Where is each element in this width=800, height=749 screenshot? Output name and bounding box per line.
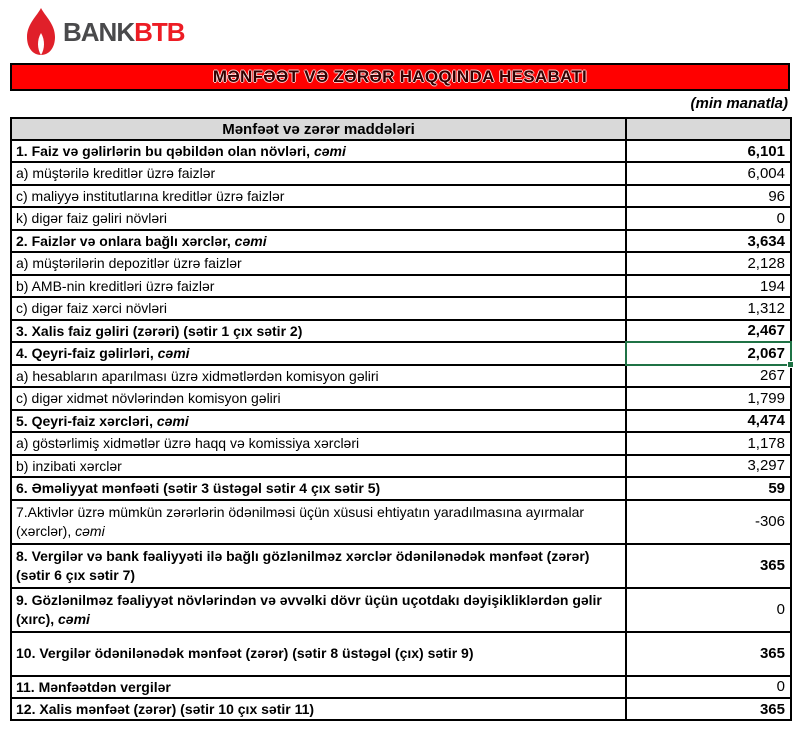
row-label-cell[interactable]: [11, 207, 626, 229]
table-row: [11, 632, 791, 676]
row-value-cell[interactable]: [626, 185, 791, 207]
row-label-cell[interactable]: [11, 455, 626, 477]
row-value: 96: [768, 187, 785, 205]
row-value-cell[interactable]: [626, 387, 791, 409]
row-label: c) maliyyə institutlarına kreditlər üzrə faizlər: [16, 187, 285, 204]
row-value-cell-selected[interactable]: [626, 342, 791, 364]
row-label: a) göstərlimiş xidmətlər üzrə haqq və komissiya xərcləri: [16, 435, 360, 452]
bank-logo: [10, 6, 790, 58]
row-label: b) AMB-nin kreditləri üzrə faizlər: [16, 277, 215, 294]
row-label: 9. Gözlənilməz fəaliyyət növlərindən və əvvəlki dövr üçün uçotdakı dəyişikliklərdən gəlir (xırc),: [16, 592, 602, 627]
row-label: 12. Xalis mənfəət (zərər) (sətir 10 çıx sətir 11): [16, 700, 315, 717]
row-value: 0: [776, 210, 785, 228]
row-value-cell[interactable]: [626, 432, 791, 454]
row-value: 2,467: [747, 322, 785, 340]
row-label-suffix: cəmi: [234, 232, 267, 249]
table-row: [11, 500, 791, 544]
row-value: 267: [759, 367, 785, 385]
row-value: 365: [759, 557, 785, 574]
row-label-cell[interactable]: [11, 676, 626, 698]
table-row: [11, 588, 791, 632]
row-label-cell[interactable]: [11, 632, 626, 676]
table-row: [11, 387, 791, 409]
pl-table-body: [11, 140, 791, 720]
row-label-cell[interactable]: [11, 387, 626, 409]
table-row: [11, 230, 791, 252]
row-label: 10. Vergilər ödənilənədək mənfəət (zərər) (sətir 8 üstəgəl (çıx) sətir 9): [16, 645, 474, 662]
row-value: 3,297: [747, 457, 785, 475]
table-row: [11, 297, 791, 319]
row-label-cell[interactable]: [11, 342, 626, 364]
row-value-cell[interactable]: [626, 544, 791, 588]
report-title-banner: [10, 63, 790, 91]
row-value-cell[interactable]: [626, 676, 791, 698]
value-column-header[interactable]: [626, 118, 791, 140]
row-label: c) digər faiz xərci növləri: [16, 300, 167, 317]
row-value-cell[interactable]: [626, 500, 791, 544]
row-label: a) hesabların aparılması üzrə xidmətlərdən komisyon gəliri: [16, 367, 379, 384]
table-row: [11, 275, 791, 297]
row-value-cell[interactable]: [626, 477, 791, 499]
items-column-header[interactable]: Mənfəət və zərər maddələri: [11, 118, 626, 140]
row-value: 6,004: [747, 165, 785, 183]
row-value-cell[interactable]: [626, 455, 791, 477]
row-label-suffix: cəmi: [156, 412, 189, 429]
row-label-cell[interactable]: [11, 410, 626, 432]
table-row: [11, 676, 791, 698]
row-label-suffix: cəmi: [58, 610, 90, 627]
row-value-cell[interactable]: [626, 632, 791, 676]
logo-text-bank: BANK: [63, 17, 135, 47]
row-label: 3. Xalis faiz gəliri (zərəri) (sətir 1 çıx sətir 2): [16, 322, 303, 339]
selection-fill-handle[interactable]: [787, 361, 794, 368]
row-value: 1,799: [747, 389, 785, 407]
table-row: [11, 698, 791, 720]
row-label-cell[interactable]: [11, 544, 626, 588]
row-value: 1,312: [747, 300, 785, 318]
report-title: MƏNFƏƏT VƏ ZƏRƏR HAQQINDA HESABATI: [212, 67, 588, 86]
table-row: [11, 162, 791, 184]
flame-icon: [24, 8, 58, 56]
table-row: [11, 455, 791, 477]
row-label: 5. Qeyri-faiz xərcləri,: [16, 412, 157, 429]
row-label: 8. Vergilər və bank fəaliyyəti ilə bağlı gözlənilməz xərclər ödənilənədək mənfəət (zərər) (sətir 6 çıx sətir 7): [16, 548, 590, 583]
row-label: b) inzibati xərclər: [16, 457, 122, 474]
row-label-cell[interactable]: [11, 698, 626, 720]
logo-text: [63, 19, 185, 45]
row-value: 2,067: [747, 344, 785, 362]
row-label-suffix: cəmi: [313, 143, 346, 159]
row-label-cell[interactable]: [11, 432, 626, 454]
row-value-cell[interactable]: [626, 410, 791, 432]
table-row: [11, 252, 791, 274]
row-value-cell[interactable]: [626, 207, 791, 229]
row-label: k) digər faiz gəliri növləri: [16, 210, 167, 227]
row-label-cell[interactable]: [11, 365, 626, 387]
row-label: 1. Faiz və gəlirlərin bu qəbildən olan növləri,: [16, 143, 314, 159]
row-value-cell[interactable]: [626, 230, 791, 252]
table-row: [11, 140, 791, 162]
logo-text-btb: BTB: [134, 17, 185, 47]
row-value: 3,634: [747, 232, 785, 250]
row-label-suffix: cəmi: [75, 522, 105, 539]
row-value: 4,474: [747, 412, 785, 430]
row-label-cell[interactable]: [11, 297, 626, 319]
row-value-cell[interactable]: [626, 588, 791, 632]
row-value: 2,128: [747, 255, 785, 273]
row-label-cell[interactable]: [11, 140, 626, 162]
row-label-cell[interactable]: [11, 252, 626, 274]
row-value: 6,101: [747, 142, 785, 160]
row-label: 6. Əməliyyat mənfəəti (sətir 3 üstəgəl sətir 4 çıx sətir 5): [16, 480, 381, 497]
table-row: [11, 185, 791, 207]
row-value-cell[interactable]: [626, 252, 791, 274]
row-label: a) müştərilə kreditlər üzrə faizlər: [16, 165, 216, 182]
row-label-cell[interactable]: [11, 230, 626, 252]
table-row: [11, 320, 791, 342]
row-label: a) müştərilərin depozitlər üzrə faizlər: [16, 255, 242, 272]
row-value: 365: [759, 700, 785, 718]
row-label-cell[interactable]: [11, 588, 626, 632]
unit-note: (min manatla): [690, 95, 788, 112]
row-value-cell[interactable]: [626, 162, 791, 184]
row-label: 4. Qeyri-faiz gəlirləri,: [16, 345, 158, 362]
row-value-cell[interactable]: [626, 698, 791, 720]
row-label: c) digər xidmət növlərindən komisyon gəliri: [16, 390, 281, 407]
row-label-cell[interactable]: [11, 185, 626, 207]
row-value: 1,178: [747, 434, 785, 452]
row-value-cell[interactable]: [626, 275, 791, 297]
row-label-suffix: cəmi: [157, 345, 190, 362]
row-label-cell[interactable]: [11, 320, 626, 342]
table-row: [11, 410, 791, 432]
row-value-cell[interactable]: [626, 365, 791, 387]
table-row: [11, 477, 791, 499]
row-value: 59: [768, 479, 785, 497]
row-value: -306: [754, 513, 785, 530]
row-value-cell[interactable]: [626, 297, 791, 319]
row-value-cell[interactable]: [626, 320, 791, 342]
table-row: [11, 207, 791, 229]
row-value-cell[interactable]: [626, 140, 791, 162]
row-label: 2. Faizlər və onlara bağlı xərclər,: [16, 232, 235, 249]
row-label-cell[interactable]: [11, 162, 626, 184]
row-label-cell[interactable]: [11, 500, 626, 544]
row-value: 365: [759, 645, 785, 662]
table-row: [11, 544, 791, 588]
pl-table: [10, 117, 792, 721]
row-value: 0: [776, 678, 785, 696]
table-row: [11, 342, 791, 364]
row-label: 7.Aktivlər üzrə mümkün zərərlərin ödənilməsi üçün xüsusi ehtiyatın yaradılmasına ayırmalar (xərclər),: [16, 504, 585, 539]
row-value: 0: [776, 601, 785, 618]
table-row: [11, 365, 791, 387]
table-row: [11, 432, 791, 454]
row-label-cell[interactable]: [11, 275, 626, 297]
row-value: 194: [759, 277, 785, 295]
table-header-row: [11, 118, 791, 140]
row-label-cell[interactable]: [11, 477, 626, 499]
row-label: 11. Mənfəətdən vergilər: [16, 678, 171, 695]
